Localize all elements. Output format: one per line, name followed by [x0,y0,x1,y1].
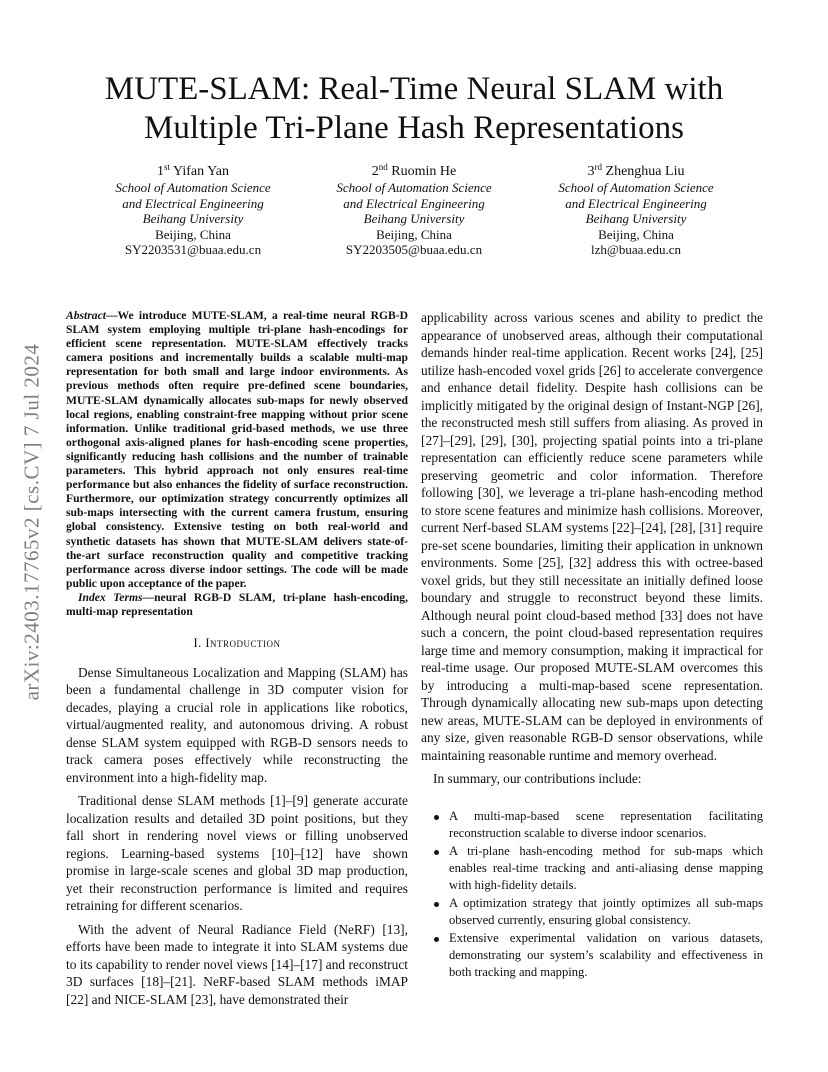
author-name: Zhenghua Liu [605,164,685,179]
author-block-3 [551,163,721,258]
body-paragraph: With the advent of Neural Radiance Field (NeRF) [13], efforts have been made to integrate it into SLAM systems due to its capability to render novel views [14]–[17] and reconstruct 3D surfaces [18]–[21]. NeRF-based SLAM methods iMAP [22] and NICE-SLAM [23], have demonstrated their [66,921,408,1007]
index-terms-lead: Index Terms [78,590,143,604]
author-affiliation-line: Beihang University [585,211,687,226]
abstract-lead: Abstract [66,309,106,322]
bullet-icon [434,902,439,907]
contributions-intro: In summary, our contributions include: [433,771,642,786]
list-item: A optimization strategy that jointly optimizes all sub-maps observed currently, ensuring global consistency. [421,895,763,929]
body-paragraph: Dense Simultaneous Localization and Mapping (SLAM) has been a fundamental challenge in 3D computer vision for decades, playing a crucial role in applications like robotics, virtual/augmented reality, and autonomous driving. A robust dense SLAM system equipped with RGB-D sensors needs to track camera poses effectively while reconstructing the environment into a high-fidelity map. [66,664,408,785]
list-item: A multi-map-based scene representation facilitating reconstruction scalable to diverse indoor scenarios. [421,808,763,842]
list-item: Extensive experimental validation on various datasets, demonstrating our system’s scalability and effectiveness in both tracking and mapping. [421,930,763,981]
author-affiliation-line: School of Automation Science [115,180,271,195]
author-email: SY2203531@buaa.edu.cn [124,242,262,257]
abstract [66,309,408,591]
author-affiliation-line: Beihang University [142,211,244,226]
author-email: SY2203505@buaa.edu.cn [345,242,483,257]
author-affiliation-line: and Electrical Engineering [122,195,264,211]
author-ordinal-suffix: st [163,162,170,172]
list-item: A tri-plane hash-encoding method for sub-maps which enables real-time tracking and anti-aliasing dense mapping with high-fidelity details. [421,843,763,894]
bullet-icon [434,850,439,855]
index-terms-text: —neural RGB-D SLAM, tri-plane hash-encoding, multi-map representation [66,590,408,618]
author-affiliation-line: School of Automation Science [336,180,492,195]
bullet-icon [434,815,439,820]
author-ordinal: 2 [371,164,379,179]
arxiv-identifier-stamp: arXiv:2403.17765v2 [cs.CV] 7 Jul 2024 [19,343,44,701]
author-ordinal: 1 [156,164,164,179]
author-block-1 [108,163,278,258]
author-ordinal: 3 [587,164,595,179]
author-affiliation-line: Beihang University [363,211,465,226]
author-affiliation-line: and Electrical Engineering [565,195,707,211]
author-affiliation-line: School of Automation Science [558,180,714,195]
paper-title: MUTE-SLAM: Real-Time Neural SLAM with Multiple Tri-Plane Hash Representations [104,71,724,146]
abstract-text: —We introduce MUTE-SLAM, a real-time neural RGB-D SLAM system employing multiple tri-plane hash-encodings for efficient scene representation. MUTE-SLAM effectively tracks camera positions and incrementally builds a scalable multi-map representation for both small and large indoor environments. As previous methods often require pre-defined scene boundaries, MUTE-SLAM dynamically allocates sub-maps for newly observed local regions, enabling constraint-free mapping without prior scene information. Unlike traditional grid-based methods, we use three orthogonal axis-aligned planes for hash-encoding scene properties, significantly reducing hash collisions and the number of trainable parameters. This hybrid approach not only ensures real-time performance but also enhances the fidelity of surface reconstruction. Furthermore, our optimization strategy concurrently optimizes all sub-maps intersecting with the current camera frustum, ensuring global consistency. Extensive testing on both real-world and synthetic datasets has shown that MUTE-SLAM delivers state-of-the-art surface reconstruction quality and competitive tracking performance across diverse indoor settings. The code will be made public upon acceptance of the paper. [66,309,408,590]
section-heading-introduction: I. Introduction [193,636,281,651]
body-paragraph: applicability across various scenes and ability to predict the appearance of unobserved areas, although their computational demands hinder real-time application. Recent works [24], [25] utilize hash-encoded voxel grids [26] to accelerate convergence and enhance detail fidelity. Despite hash collisions can be implicitly mitigated by the original design of Instant-NGP [26], the reconstructed mesh still suffers from aliasing. As proved in [27]–[29], [29], [30], projecting spatial points into a tri-plane representation can efficiently reduce scene parameters while preserving geometric and color information. Therefore following [30], we leverage a tri-plane hash-encoding method to store scene features and minimize hash collisions. Moreover, current Nerf-based SLAM systems [22]–[24], [28], [31] require pre-set scene boundaries, limiting their application in unknown environments. Some [25], [32] address this with octree-based voxel grids, but they still necessitate an initially defined loose boundary and struggle to reconstruct beyond these limits. Although neural point cloud-based method [33] does not have such a concern, the point cloud-based representation requires large time and memory consumption, making it impractical for real-time usage. Our proposed MUTE-SLAM overcomes this by introducing a multi-map-based scene representation. Through dynamically allocating new sub-maps upon detecting new areas, MUTE-SLAM can be deployed in environments of any size, given reasonable RGB-D sensor observations, while maintaining reasonable runtime and memory overhead. [421,310,763,763]
author-city: Beijing, China [598,226,674,242]
author-name: Yifan Yan [172,164,229,179]
author-city: Beijing, China [155,226,231,242]
author-ordinal-suffix: nd [378,162,388,172]
body-paragraph: Traditional dense SLAM methods [1]–[9] generate accurate localization results and detailed 3D point positions, but they fall short in rendering novel views or filling unobserved regions. Learning-based systems [10]–[12] have shown promise in large-scale scenes and global 3D map production, yet their reconstruction performance is limited and requires retraining for different scenarios. [66,793,408,914]
author-city: Beijing, China [376,226,452,242]
right-column [421,309,763,982]
author-ordinal-suffix: rd [594,162,603,172]
author-name: Ruomin He [391,164,457,179]
left-column [66,309,408,1008]
bullet-icon [434,937,439,942]
author-email: lzh@buaa.edu.cn [591,242,681,257]
author-affiliation-line: and Electrical Engineering [343,195,485,211]
contributions-list [421,808,763,981]
index-terms [66,591,408,619]
author-block-2 [329,163,499,258]
